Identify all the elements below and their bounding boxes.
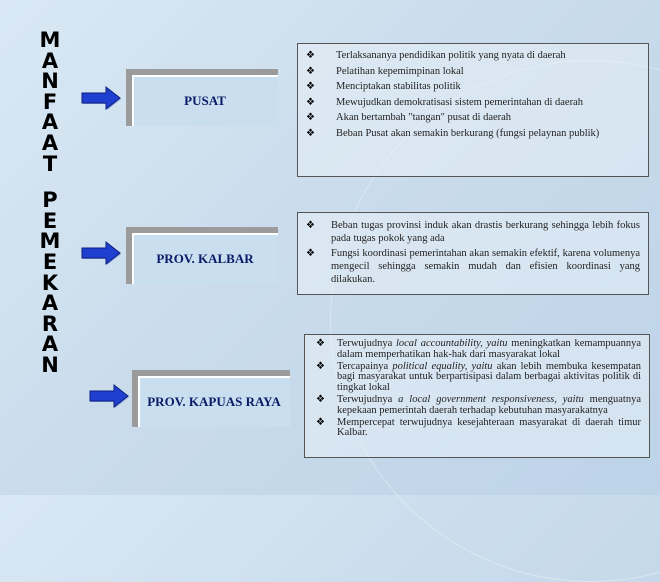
label-prov-kalbar	[126, 227, 278, 284]
diamond-bullet-icon: ❖	[306, 96, 315, 108]
title-letter: N	[41, 69, 59, 94]
title-letter: F	[42, 89, 58, 114]
diamond-bullet-icon: ❖	[306, 50, 315, 61]
list-item: ❖ Terwujudnya local accountability, yaitu meningkatkan kemampuannya dalam memperhatikan hak-hak dari masyarakat lokal	[316, 338, 641, 360]
title-letter: R	[41, 311, 59, 336]
diamond-bullet-icon: ❖	[316, 393, 325, 405]
list-item: ❖ Pelatihan kepemimpinan lokal	[306, 64, 642, 80]
title-letter: N	[41, 352, 59, 377]
vertical-title	[30, 30, 70, 376]
diamond-bullet-icon: ❖	[306, 65, 315, 77]
list-item: ❖ Beban Pusat akan semakin berkurang (fungsi pelaynan publik)	[306, 126, 642, 142]
title-letter: M	[39, 28, 61, 52]
label-pusat	[126, 69, 278, 126]
list-item: ❖ Akan bertambah "tangan" pusat di daerah	[306, 110, 642, 126]
list-item: ❖ Mempercepat terwujudnya kesejahteraan masyarakat di daerah timur Kalbar.	[316, 416, 641, 439]
diamond-bullet-icon: ❖	[306, 81, 315, 93]
title-letter: P	[42, 188, 58, 213]
list-item: ❖ Terwujudnya a local government responsiveness, yaitu menguatnya kepekaan pemerintah daerah terhadap kebutuhan masyarakatnya	[316, 393, 641, 416]
list-item: ❖ Beban tugas provinsi induk akan drastis berkurang sehingga lebih fokus pada tugas pokok yang ada	[306, 220, 640, 244]
title-letter: A	[41, 48, 59, 73]
title-letter: A	[41, 110, 59, 135]
right-arrow-icon	[80, 240, 122, 266]
label-pusat-text: PUSAT	[184, 92, 226, 108]
diamond-bullet-icon: ❖	[306, 248, 315, 259]
kapuas-benefits-list	[313, 339, 641, 439]
diamond-bullet-icon: ❖	[306, 112, 315, 124]
title-letter: K	[41, 270, 59, 295]
title-letter: A	[41, 130, 59, 155]
title-letter: E	[42, 249, 58, 274]
title-letter: T	[42, 151, 58, 176]
right-arrow-icon	[80, 85, 122, 111]
list-item: ❖ Tercapainya political equality, yaitu akan lebih membuka kesempatan bagi masyarakat untuk berpartisipasi dalam berbagai aktivitas politik di tingkat lokal	[316, 360, 641, 394]
title-letter: A	[41, 332, 59, 357]
diamond-bullet-icon: ❖	[306, 127, 315, 139]
list-item: ❖ Menciptakan stabilitas politik	[306, 79, 642, 95]
title-letter: M	[39, 229, 61, 254]
label-prov-kalbar-text: PROV. KALBAR	[156, 250, 254, 266]
diamond-bullet-icon: ❖	[316, 360, 325, 372]
diamond-bullet-icon: ❖	[316, 416, 325, 428]
right-arrow-icon	[88, 383, 130, 409]
pusat-benefits-list	[306, 48, 642, 142]
label-prov-kapuas-raya	[132, 370, 290, 427]
diamond-bullet-icon: ❖	[306, 220, 315, 231]
list-item: ❖ Mewujudkan demokratisasi sistem pemerintahan di daerah	[306, 95, 642, 111]
label-prov-kapuas-raya-text: PROV. KAPUAS RAYA	[147, 393, 281, 409]
list-item: ❖ Fungsi koordinasi pemerintahan akan semakin efektif, karena volumenya mengecil sehingga semakin mudah dan efisien koordinasi yang dilakukan.	[306, 248, 640, 285]
diamond-bullet-icon: ❖	[316, 338, 325, 349]
pusat-benefits-box	[297, 43, 649, 177]
kalbar-benefits-list	[306, 219, 640, 286]
title-letter: E	[42, 208, 58, 233]
list-item: ❖ Terlaksananya pendidikan politik yang nyata di daerah	[306, 48, 642, 64]
kalbar-benefits-box	[297, 212, 649, 295]
title-letter: A	[41, 291, 59, 316]
kapuas-benefits-box	[304, 334, 650, 458]
